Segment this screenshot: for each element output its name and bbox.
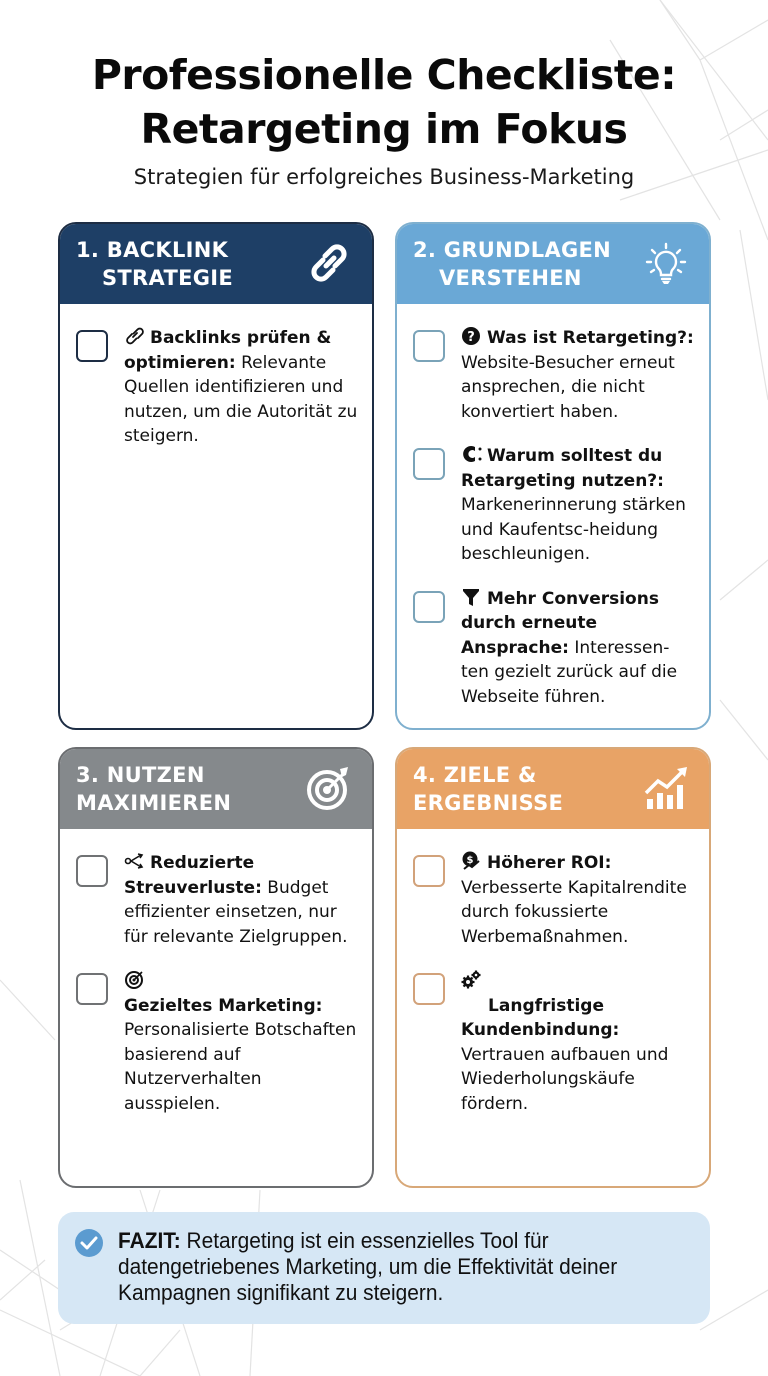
item-description: Budget effizienter einsetzen, nur für relevante Zielgruppen.: [124, 877, 348, 947]
page-title: [0, 48, 768, 156]
card-title-line-2: STRATEGIE: [102, 266, 234, 290]
svg-text:$: $: [466, 855, 474, 866]
magnet-icon: [461, 444, 483, 464]
checklist-item: [413, 326, 699, 424]
gears-icon: [461, 969, 483, 989]
card-header: [397, 224, 709, 304]
checkbox[interactable]: [76, 855, 108, 887]
svg-text:?: ?: [467, 330, 475, 345]
card-nutzen-maximieren: [58, 747, 374, 1188]
checkbox[interactable]: [413, 591, 445, 623]
checkbox[interactable]: [76, 973, 108, 1005]
checklist-item: [76, 969, 362, 1116]
item-description: Vertrauen aufbauen und Wiederholungskäufe fördern.: [461, 1044, 669, 1114]
checkbox[interactable]: [76, 330, 108, 362]
checklist-item: [76, 326, 362, 449]
shuffle-icon: [124, 851, 146, 871]
funnel-icon: [461, 587, 483, 607]
item-title: Was ist Retargeting?:: [487, 328, 694, 348]
item-text: [461, 969, 699, 1116]
card-title-line-2: VERSTEHEN: [439, 266, 582, 290]
growth-chart-icon: [641, 763, 691, 813]
item-text: [461, 851, 699, 949]
item-title: Gezieltes Marketing:: [124, 995, 323, 1016]
checklist-item: [76, 851, 362, 949]
card-title-line-2: ERGEBNISSE: [413, 791, 564, 815]
dollar-growth-icon: [461, 851, 483, 871]
checkbox[interactable]: [413, 448, 445, 480]
title-line-1: Professionelle Checkliste:: [91, 51, 677, 99]
fazit-text: [118, 1228, 688, 1306]
target-icon: [124, 969, 146, 989]
card-title-line-1: 4. ZIELE &: [413, 763, 537, 787]
fazit-description: Retargeting ist ein essenzielles Tool für datengetriebenes Marketing, um die Effektivität deiner Kampagnen signifikant zu steigern.: [118, 1228, 618, 1305]
card-title-line-1: 3. NUTZEN: [76, 763, 205, 787]
card-header: [60, 749, 372, 829]
card-header: [397, 749, 709, 829]
checkbox[interactable]: [413, 330, 445, 362]
card-title-line-1: 2. GRUNDLAGEN: [413, 238, 612, 262]
item-text: [461, 444, 699, 567]
page-header: [0, 48, 768, 192]
checklist-item: [413, 851, 699, 949]
fazit-summary-box: [58, 1212, 710, 1324]
item-title: Mehr Conversions durch erneute Ansprache:: [461, 588, 659, 658]
item-description: Relevante Quellen identifizieren und nutzen, um die Autorität zu steigern.: [124, 352, 358, 446]
fazit-label: FAZIT:: [118, 1228, 181, 1253]
checklist-item: [413, 969, 699, 1116]
checkbox[interactable]: [413, 855, 445, 887]
lightbulb-icon: [641, 238, 691, 288]
item-text: [461, 587, 699, 710]
item-title: Warum solltest du Retargeting nutzen?:: [461, 446, 664, 491]
card-header: [60, 224, 372, 304]
title-line-2: Retargeting im Fokus: [140, 105, 628, 153]
item-title: Backlinks prüfen & optimieren:: [124, 328, 332, 373]
link-icon: [304, 238, 354, 288]
item-description: Interessen- ten gezielt zurück auf die Webseite führen.: [461, 637, 678, 707]
item-text: [124, 851, 362, 949]
question-circle-icon: [461, 326, 483, 346]
item-text: [124, 326, 362, 449]
item-description: Website-Besucher erneut ansprechen, die nicht konvertiert haben.: [461, 352, 675, 422]
item-text: [461, 326, 699, 424]
item-title: Höherer ROI:: [487, 853, 612, 873]
card-ziele-ergebnisse: [395, 747, 711, 1188]
item-title: Reduzierte Streuverluste:: [124, 853, 262, 898]
check-circle-icon: [74, 1228, 104, 1258]
link-icon: [124, 326, 146, 346]
checklist-item: [413, 444, 699, 567]
target-icon: [304, 763, 354, 813]
page-subtitle: Strategien für erfolgreiches Business-Marketing: [133, 165, 635, 189]
item-description: Personalisierte Botschaften basierend auf Nutzerverhalten ausspielen.: [124, 1020, 357, 1114]
card-title-line-1: 1. BACKLINK: [76, 238, 229, 262]
card-grundlagen-verstehen: [395, 222, 711, 730]
checkbox[interactable]: [413, 973, 445, 1005]
card-title-line-2: MAXIMIEREN: [76, 791, 232, 815]
checklist-item: [413, 587, 699, 710]
item-title: Langfristige Kundenbindung:: [461, 995, 620, 1040]
item-description: Verbesserte Kapitalrendite durch fokussierte Werbemaßnahmen.: [461, 877, 687, 947]
item-text: [124, 969, 362, 1116]
item-description: Markenerinnerung stärken und Kaufentsc-heidung beschleunigen.: [461, 495, 686, 564]
card-backlink-strategie: [58, 222, 374, 730]
